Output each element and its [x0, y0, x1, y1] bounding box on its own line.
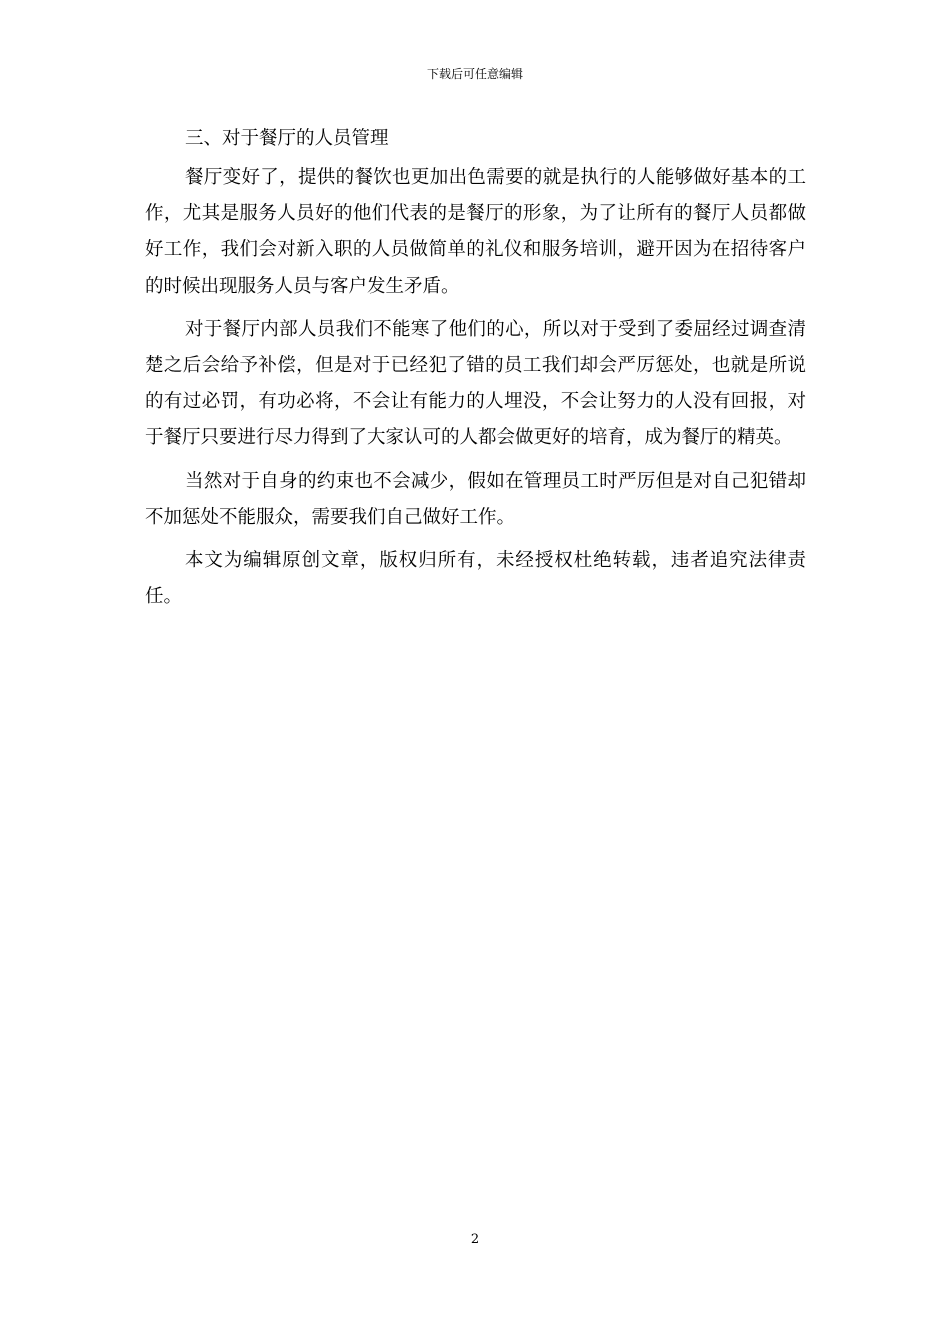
document-body	[145, 125, 806, 615]
section-heading: 三、对于餐厅的人员管理	[185, 128, 389, 149]
page-header: 下载后可任意编辑	[426, 67, 523, 81]
paragraph-3: 当然对于自身的约束也不会减少，假如在管理员工时严厉但是对自己犯错却不加惩处不能服众，需要我们自己做好工作。	[145, 470, 806, 528]
paragraph-2: 对于餐厅内部人员我们不能寒了他们的心，所以对于受到了委屈经过调查清楚之后会给予补偿，但是对于已经犯了错的员工我们却会严厉惩处，也就是所说的有过必罚，有功必将，不会让有能力的人埋没，不会让努力的人没有回报，对于餐厅只要进行尽力得到了大家认可的人都会做更好的培育，成为餐厅的精英。	[145, 318, 806, 449]
paragraph-1: 餐厅变好了，提供的餐饮也更加出色需要的就是执行的人能够做好基本的工作，尤其是服务人员好的他们代表的是餐厅的形象，为了让所有的餐厅人员都做好工作，我们会对新入职的人员做简单的礼仪和服务培训，避开因为在招待客户的时候出现服务人员与客户发生矛盾。	[145, 167, 806, 297]
paragraph-4: 本文为编辑原创文章，版权归所有，未经授权杜绝转载，违者追究法律责任。	[145, 550, 806, 608]
page-number: 2	[470, 1232, 480, 1247]
